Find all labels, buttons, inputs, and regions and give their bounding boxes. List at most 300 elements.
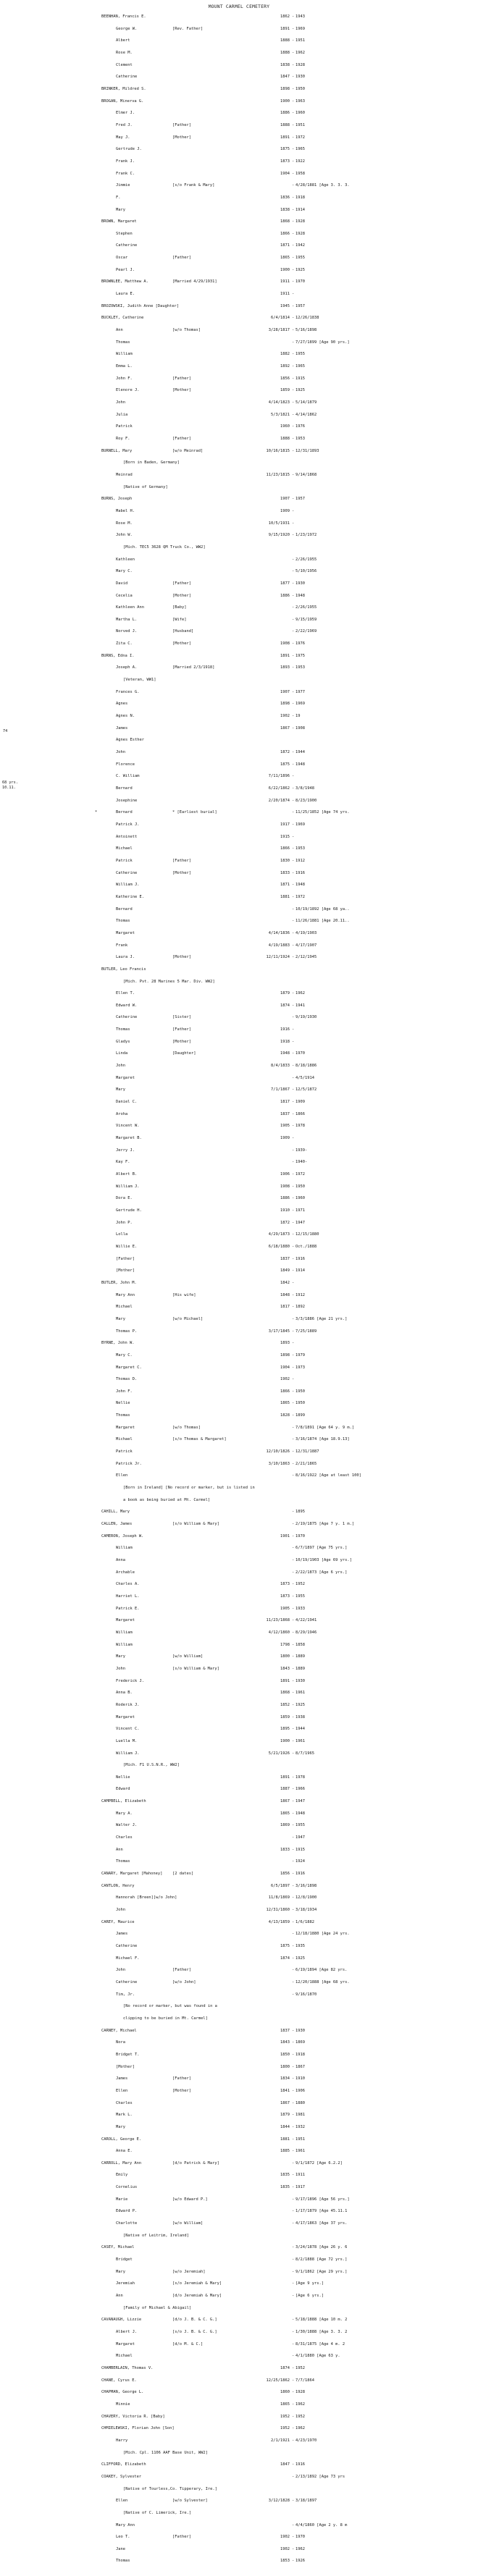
burial-entry — [0, 2547, 478, 2559]
entry-name: Willie E. — [116, 1244, 138, 1249]
date-separator: - — [292, 1268, 295, 1274]
death-date: 4/14/1862 — [295, 412, 317, 417]
date-separator: - — [292, 1558, 295, 1562]
entry-name: Bridget T. — [116, 2052, 140, 2057]
birth-date: 1868 — [280, 1691, 290, 1696]
date-separator: - — [292, 2414, 295, 2419]
burial-entry — [0, 1473, 478, 1486]
entry-name: Bernard — [116, 906, 133, 912]
entry-name: Anna — [116, 1558, 125, 1562]
burial-entry — [0, 1570, 478, 1583]
entry-note: [Mother] — [172, 388, 191, 393]
birth-date: 12/31/1860 — [266, 1908, 290, 1913]
entry-name: CHMIELEWSKI, Florian John [Son] — [101, 2426, 175, 2431]
death-date: 1955 — [295, 1823, 305, 1828]
entry-name: Agnes Esther — [116, 738, 144, 743]
burial-entry — [0, 1437, 478, 1449]
death-date: 1917 — [295, 2185, 305, 2190]
entry-name: Dora E. — [116, 1196, 133, 1201]
entry-name: Frances G. — [116, 689, 140, 694]
entry-name: CAVANAUGH, Lizzie — [101, 2318, 142, 2323]
entry-name: Vincent W. — [116, 1124, 140, 1129]
burial-entry — [0, 183, 478, 195]
entry-name: Ellen T. — [116, 991, 135, 996]
death-date: 1952 — [295, 2414, 305, 2419]
entry-name: BEENHAN, Francis E. — [101, 14, 146, 19]
entry-name: Nellie — [116, 1775, 130, 1780]
death-date: 3/16/1874 [Age 18.9.13] — [295, 1437, 350, 1442]
date-separator: - — [292, 1883, 295, 1888]
burial-entry — [0, 473, 478, 485]
death-date: 1950 — [295, 86, 305, 91]
burial-entry — [0, 2101, 478, 2113]
entry-name: Nora — [116, 2040, 125, 2045]
death-date: 1962 — [295, 50, 305, 55]
burial-entry — [0, 1172, 478, 1184]
entry-name: Jimmie — [116, 183, 130, 188]
death-date: 1962 — [295, 2402, 305, 2407]
birth-date: 1873 — [280, 1594, 290, 1599]
entry-name: John — [116, 750, 125, 755]
burial-entry — [0, 1232, 478, 1245]
date-separator: - — [292, 340, 295, 345]
date-separator: - — [292, 1184, 295, 1189]
entry-note: [Mother] — [172, 135, 191, 140]
date-separator: - — [292, 1570, 295, 1575]
death-date: 1/23/1972 — [295, 533, 317, 538]
entry-name: Thomas P. — [116, 1329, 138, 1334]
entry-note: [Father] — [172, 376, 191, 381]
birth-date: 1859 — [280, 1714, 290, 1720]
burial-entry — [0, 38, 478, 51]
burial-entry — [0, 618, 478, 630]
birth-date: 1874 — [280, 1956, 290, 1961]
date-separator: - — [292, 1546, 295, 1551]
entry-note: [d/o M. & C.] — [172, 2341, 204, 2346]
death-date: 1925 — [295, 1956, 305, 1961]
death-date: 1858 — [295, 1642, 305, 1647]
burial-entry — [0, 1643, 478, 1655]
death-date: 1926 — [295, 2559, 305, 2564]
burial-entry — [0, 2499, 478, 2511]
death-date: 1925 — [295, 1702, 305, 1707]
entry-note: [s/o Thomas & Margaret] — [172, 1437, 227, 1442]
burial-entry — [0, 279, 478, 292]
birth-date: 1900 — [280, 267, 290, 272]
date-separator: - — [292, 2354, 295, 2359]
death-date: 1981 — [295, 2113, 305, 2118]
date-separator: - — [292, 1522, 295, 1527]
entry-name: Agnes N. — [116, 714, 135, 719]
burial-entry — [0, 2342, 478, 2354]
date-separator: - — [292, 111, 295, 116]
burial-entry — [0, 654, 478, 666]
death-date: 1912 — [295, 1292, 305, 1297]
entry-name: Thomas — [116, 1859, 130, 1864]
date-separator: - — [292, 2124, 295, 2129]
entry-name: Patrick — [116, 858, 133, 863]
entry-note: [d/o Jeremiah & Mary] — [172, 2294, 222, 2299]
death-date: 1916 — [295, 870, 305, 875]
birth-date: 1841 — [280, 2088, 290, 2093]
burial-entry — [0, 208, 478, 220]
entry-name: Patrick — [116, 424, 133, 429]
date-separator: - — [292, 1642, 295, 1647]
entry-note: [s/o William & Mary] — [172, 1666, 219, 1671]
burial-entry — [0, 1968, 478, 1980]
date-separator: - — [292, 653, 295, 658]
entry-name: Martha L. — [116, 617, 138, 622]
date-separator: - — [292, 2426, 295, 2431]
birth-date: 1892 — [280, 364, 290, 369]
entry-note: [w/o Jeremiah] — [172, 2269, 206, 2274]
entry-name: Antoinett — [116, 834, 138, 839]
date-separator: - — [292, 714, 295, 719]
death-date: 4/23/1970 — [295, 2438, 317, 2443]
burial-entry — [0, 135, 478, 148]
entry-name: Albert J. — [116, 2330, 138, 2334]
entry-name: Patrick — [116, 1449, 133, 1455]
date-separator: - — [292, 2113, 295, 2118]
death-date: 1972 — [295, 894, 305, 899]
burial-entry — [0, 2016, 478, 2029]
entry-name: Pearl J. — [116, 267, 135, 272]
burial-entry — [0, 1051, 478, 1064]
death-date: 1957 — [295, 497, 305, 502]
burial-entry — [0, 1594, 478, 1607]
death-date: [Age 6 yrs.] — [295, 2294, 324, 2299]
death-date: 4/4/1860 [Age 2 y. 8 m — [295, 2522, 348, 2527]
date-separator: - — [292, 1075, 295, 1080]
date-separator: - — [292, 1775, 295, 1780]
entry-name: Michael F. — [116, 1956, 140, 1961]
burial-entry — [0, 1426, 478, 1438]
birth-date: 12/11/1924 — [266, 955, 290, 960]
birth-date: 1909 — [280, 1136, 290, 1141]
death-date: 1976 — [295, 424, 305, 429]
date-separator: - — [292, 702, 295, 707]
birth-date: 1871 — [280, 243, 290, 248]
death-date: 1976 — [295, 641, 305, 647]
death-date: 1930 — [295, 1678, 305, 1683]
date-separator: - — [292, 991, 295, 996]
date-separator: - — [292, 870, 295, 875]
death-date: 1930 — [295, 2028, 305, 2033]
burial-entry — [0, 2137, 478, 2150]
entry-note: [w/o Thomas] — [172, 1425, 201, 1430]
date-separator: - — [292, 798, 295, 803]
date-separator: - — [292, 388, 295, 393]
death-date: 7/7/1864 — [295, 2378, 314, 2383]
entry-name: BRINKER, Mildred S. — [101, 86, 146, 91]
death-date: 1955 — [295, 256, 305, 261]
burial-entry — [0, 1100, 478, 1112]
burial-entry — [0, 1293, 478, 1305]
date-separator: - — [292, 2052, 295, 2057]
birth-date: 1837 — [280, 2028, 290, 2033]
birth-date: 1850 — [280, 2052, 290, 2057]
burial-entry — [0, 1932, 478, 1944]
entry-name: BROWNLEE, Matthew A. — [101, 279, 148, 285]
entry-name: William J. — [116, 1184, 140, 1189]
birth-date: 12/10/1826 — [266, 1449, 290, 1455]
burial-entry — [0, 1027, 478, 1040]
entry-name: William — [116, 1546, 133, 1551]
burial-entry — [0, 2065, 478, 2077]
death-date: 1948 — [295, 593, 305, 598]
death-date: 1914 — [295, 1268, 305, 1274]
entry-note: [s/o Frank & Mary] — [172, 183, 215, 188]
entry-note: [Mother] — [172, 955, 191, 960]
death-date: 1906 — [295, 2088, 305, 2093]
entry-note: [w/o Michael] — [172, 1316, 204, 1321]
death-date: 5/14/1879 — [295, 400, 317, 405]
entry-name: Minnie — [116, 2402, 130, 2407]
entry-name: George W. — [116, 26, 138, 31]
entry-note: [Husband] — [172, 629, 194, 634]
entry-name: Rose M. — [116, 50, 133, 55]
death-date: 1943 — [295, 14, 305, 19]
date-separator: - — [292, 1352, 295, 1358]
date-separator: - — [292, 122, 295, 127]
date-separator: - — [292, 1461, 295, 1466]
death-date: 1892 — [295, 1305, 305, 1310]
date-separator: - — [292, 472, 295, 477]
death-date: 1953 — [295, 665, 305, 670]
date-separator: - — [292, 1702, 295, 1707]
burial-entry — [0, 1087, 478, 1100]
date-separator: - — [292, 352, 295, 357]
death-date: 1925 — [295, 388, 305, 393]
death-date: 1975 — [295, 653, 305, 658]
date-separator: - — [292, 243, 295, 248]
date-separator: - — [292, 1787, 295, 1792]
date-separator: - — [292, 2522, 295, 2527]
birth-date: 1859 — [280, 388, 290, 393]
burial-entry — [0, 2173, 478, 2185]
date-separator: - — [292, 605, 295, 610]
burial-entry — [0, 545, 478, 557]
burial-entry — [0, 2402, 478, 2415]
burial-entry — [0, 2523, 478, 2535]
entry-name: Catherine — [116, 1944, 138, 1948]
burial-entry — [0, 762, 478, 775]
entry-name: Mary C. — [116, 569, 133, 574]
death-date: 1941 — [295, 1003, 305, 1008]
date-separator: - — [292, 593, 295, 598]
birth-date: 3/17/1845 — [268, 1329, 290, 1334]
entry-name: a book as being buried at Mt. Carmel] — [123, 1497, 211, 1502]
death-date: 6/19/1894 [Age 82 yrs. — [295, 1968, 348, 1973]
death-date: 1969 — [295, 822, 305, 827]
death-date: 1942 — [295, 243, 305, 248]
date-separator: - — [292, 725, 295, 731]
death-date: 1965 — [295, 147, 305, 152]
death-date: 1869 — [295, 2040, 305, 2045]
birth-date: 1908 — [280, 1184, 290, 1189]
burial-entry — [0, 702, 478, 714]
date-separator: - — [292, 1533, 295, 1539]
date-separator: - — [292, 1160, 295, 1165]
burial-entry — [0, 1920, 478, 1932]
entry-name: BURNS, Edna I. — [101, 653, 135, 658]
burial-entry — [0, 943, 478, 956]
entry-name: BUCKLEY, Catherine — [101, 316, 144, 321]
date-separator: - — [292, 1232, 295, 1237]
birth-date: 1907 — [280, 497, 290, 502]
burial-entry — [0, 2113, 478, 2125]
burial-entry — [0, 2076, 478, 2089]
entry-name: CHAVERY, Victoria R. [Baby] — [101, 2414, 165, 2419]
birth-date: 1891 — [280, 135, 290, 140]
date-separator: - — [292, 2535, 295, 2540]
death-date: 1960 — [295, 1196, 305, 1201]
date-separator: - — [292, 1666, 295, 1671]
death-date: 1948 — [295, 883, 305, 888]
burial-entry — [0, 1848, 478, 1860]
entry-name: Mary — [116, 207, 125, 212]
entry-name: Edward W. — [116, 1003, 138, 1008]
burial-entry — [0, 2306, 478, 2318]
date-separator: - — [292, 2137, 295, 2142]
burial-entry — [0, 1281, 478, 1293]
entry-name: F. — [116, 195, 121, 200]
death-date: 1940- — [295, 1160, 308, 1165]
birth-date: 1817 — [280, 1305, 290, 1310]
date-separator: - — [292, 412, 295, 417]
burial-entry — [0, 2040, 478, 2053]
birth-date: 8/4/1833 — [271, 1064, 290, 1069]
date-separator: - — [292, 2076, 295, 2082]
entry-name: Laura J. — [116, 955, 135, 960]
death-date: 2/26/1955 — [295, 605, 317, 610]
birth-date: 1877 — [280, 581, 290, 586]
burial-entry — [0, 509, 478, 521]
date-separator: - — [292, 2462, 295, 2467]
burial-entry — [0, 1618, 478, 1630]
date-separator: - — [292, 930, 295, 935]
death-date: 8/29/1946 — [295, 1630, 317, 1635]
entry-name: Katherine E. — [116, 894, 144, 899]
entry-name: Anna B. — [116, 1691, 133, 1696]
death-date: 1970 — [295, 2535, 305, 2540]
date-separator: - — [292, 376, 295, 381]
entry-name: CHAMBERLAIN, Thomas V. — [101, 2365, 154, 2370]
death-date: 9/15/1959 — [295, 617, 317, 622]
burial-entry — [0, 1401, 478, 1413]
date-separator: - — [292, 810, 295, 815]
burial-entry — [0, 1365, 478, 1378]
burial-entry — [0, 364, 478, 376]
date-separator: - — [292, 2294, 295, 2299]
date-separator: - — [292, 521, 295, 526]
entry-name: Mary — [116, 2269, 125, 2274]
date-separator: - — [292, 1003, 295, 1008]
date-separator: - — [292, 303, 295, 308]
death-date: 1944 — [295, 1727, 305, 1732]
date-separator: - — [292, 822, 295, 827]
birth-date: 1843 — [280, 2040, 290, 2045]
entry-name: Catherine — [116, 870, 138, 875]
burial-entry — [0, 2245, 478, 2257]
burial-entry — [0, 533, 478, 545]
death-date: 2/22/1873 [Age 6 yrs.] — [295, 1570, 348, 1575]
death-date: 1947 — [295, 1799, 305, 1804]
death-date: 9/17/1896 [Age 56 yrs.] — [295, 2197, 350, 2202]
burial-entry — [0, 292, 478, 304]
birth-date: 1860 — [280, 2390, 290, 2395]
date-separator: - — [292, 786, 295, 791]
burial-entry — [0, 1208, 478, 1221]
death-date: 1908 — [295, 725, 305, 731]
death-date: 1915 — [295, 376, 305, 381]
birth-date: 1817 — [280, 1100, 290, 1105]
burial-entry — [0, 1112, 478, 1124]
burial-entry — [0, 460, 478, 473]
date-separator: - — [292, 894, 295, 899]
date-separator: - — [292, 147, 295, 152]
entry-note: [w/o John] — [172, 1979, 196, 1984]
entry-note: [Father] — [172, 1027, 191, 1032]
birth-date: 1893 — [280, 1341, 290, 1346]
date-separator: - — [292, 2559, 295, 2564]
birth-date: 6/5/1897 — [271, 1883, 290, 1888]
burial-entry — [0, 1329, 478, 1342]
birth-date: 1902 — [280, 2535, 290, 2540]
birth-date: 1898 — [280, 1352, 290, 1358]
burial-entry — [0, 2378, 478, 2391]
burial-entry — [0, 1558, 478, 1570]
entry-name: CANTLON, Henry — [101, 1883, 135, 1888]
date-separator: - — [292, 267, 295, 272]
entry-note: [Baby] — [172, 605, 187, 610]
burial-entry — [0, 871, 478, 883]
death-date: 1962 — [295, 991, 305, 996]
date-separator: - — [292, 328, 295, 333]
death-date: 1952 — [295, 2365, 305, 2370]
burial-entry — [0, 352, 478, 364]
death-date: 1889 — [295, 1666, 305, 1671]
date-separator: - — [292, 1305, 295, 1310]
death-date: 1951 — [295, 2137, 305, 2142]
burial-entry — [0, 2487, 478, 2499]
entry-note: [s/o J. B. & C. G.] — [172, 2330, 217, 2334]
date-separator: - — [292, 1111, 295, 1116]
burial-entry — [0, 521, 478, 534]
date-separator: - — [292, 2378, 295, 2383]
birth-date: 1865 — [280, 1811, 290, 1816]
burial-entry — [0, 1908, 478, 1920]
date-separator: - — [292, 448, 295, 453]
burial-entry — [0, 2270, 478, 2282]
date-separator: - — [292, 1027, 295, 1032]
entry-note: [Mother] — [172, 1039, 191, 1044]
burial-entry — [0, 2511, 478, 2523]
burial-entry — [0, 2559, 478, 2571]
date-separator: - — [292, 1678, 295, 1683]
burial-entry — [0, 111, 478, 123]
burial-entry — [0, 449, 478, 461]
death-date: 1932 — [295, 2124, 305, 2129]
birth-date: 1828 — [280, 1413, 290, 1418]
birth-date: 1835 — [280, 2173, 290, 2178]
birth-date: 1888 — [280, 122, 290, 127]
entry-name: William — [116, 1630, 133, 1635]
entry-name: Margaret — [116, 1425, 135, 1430]
birth-date: 1871 — [280, 883, 290, 888]
burial-entry — [0, 87, 478, 99]
entry-name: John P. — [116, 1220, 133, 1225]
